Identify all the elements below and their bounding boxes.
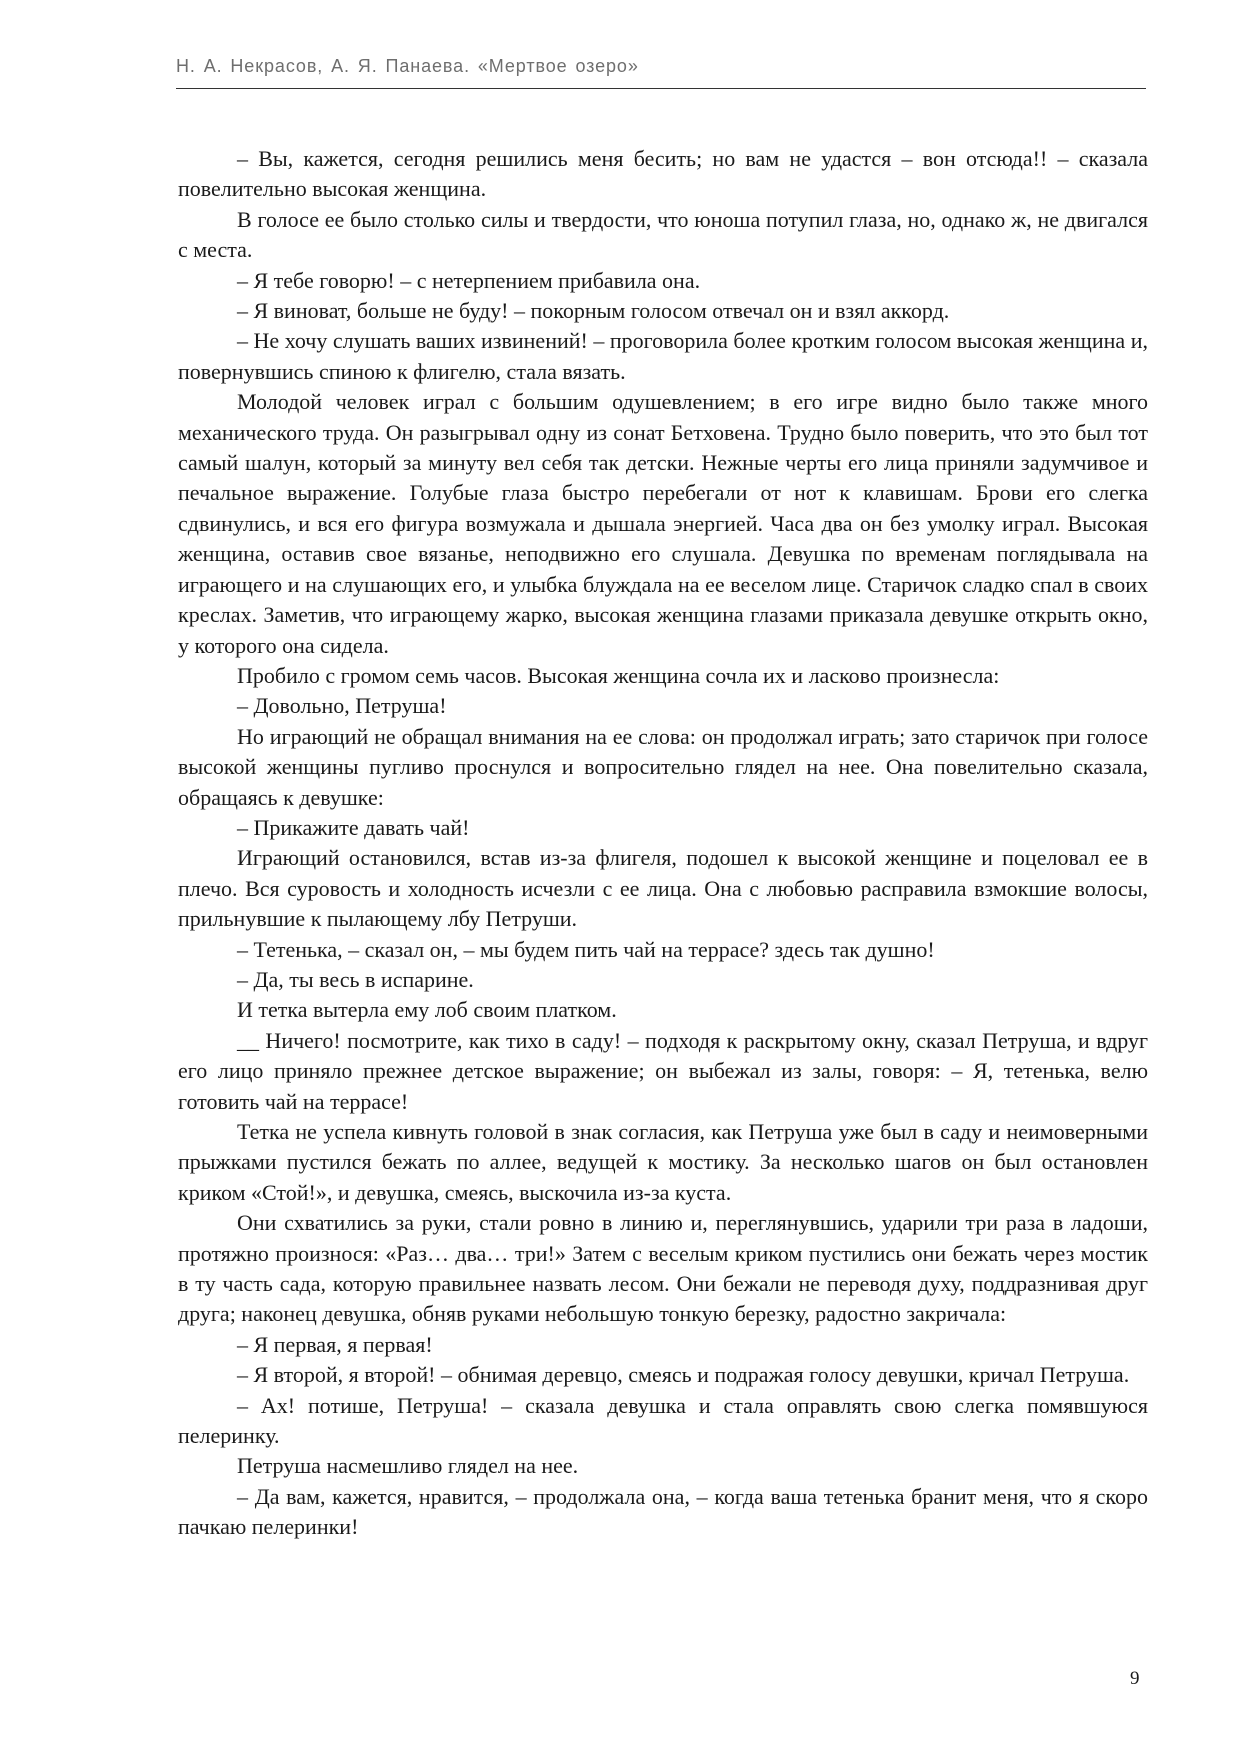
paragraph: – Довольно, Петруша! xyxy=(237,693,447,719)
body-text xyxy=(178,144,1148,1543)
paragraph: – Я первая, я первая! xyxy=(237,1331,433,1357)
paragraph: Играющий остановился, встав из-за флигеля, подошел к высокой женщине и поцеловал ее в плечо. Вся суровость и холодность исчезли с ее лица. Она с любовью расправила взмокшие волосы, прильнувшие к пылающему лбу Петруши. xyxy=(178,845,1148,932)
paragraph: Молодой человек играл с большим одушевлением; в его игре видно было также много механического труда. Он разыгрывал одну из сонат Бетховена. Трудно было поверить, что это был тот самый шалун, который за минуту вел себя так детски. Нежные черты его лица приняли задумчивое и печальное выражение. Голубые глаза быстро перебегали от нот к клавишам. Брови его слегка сдвинулись, и вся его фигура возмужала и дышала энергией. Часа два он без умолку играл. Высокая женщина, оставив свое вязанье, неподвижно его слушала. Девушка по временам поглядывала на играющего и на слушающих его, и улыбка блуждала на ее веселом лице. Старичок сладко спал в своих креслах. Заметив, что играющему жарко, высокая женщина глазами приказала девушке открыть окно, у которого она сидела. xyxy=(178,389,1148,658)
paragraph: – Да вам, кажется, нравится, – продолжала она, – когда ваша тетенька бранит меня, что я скоро пачкаю пелеринки! xyxy=(178,1483,1148,1540)
paragraph: – Не хочу слушать ваших извинений! – проговорила более кротким голосом высокая женщина и, повернувшись спиною к флигелю, стала вязать. xyxy=(178,328,1148,384)
paragraph: – Вы, кажется, сегодня решились меня бесить; но вам не удастся – вон отсюда!! – сказала повелительно высокая женщина. xyxy=(178,146,1148,202)
paragraph: В голосе ее было столько силы и твердости, что юноша потупил глаза, но, однако ж, не двигался с места. xyxy=(178,206,1148,263)
header-divider xyxy=(176,88,1146,89)
paragraph: – Я виноват, больше не буду! – покорным голосом отвечал он и взял аккорд. xyxy=(237,298,950,324)
paragraph: – Тетенька, – сказал он, – мы будем пить чай на террасе? здесь так душно! xyxy=(237,936,935,962)
paragraph: – Да, ты весь в испарине. xyxy=(237,966,474,992)
running-header: Н. А. Некрасов, А. Я. Панаева. «Мертвое озеро» xyxy=(176,56,639,76)
page-number: 9 xyxy=(1130,1668,1140,1689)
paragraph: Тетка не успела кивнуть головой в знак согласия, как Петруша уже был в саду и неимоверными прыжками пустился бежать по аллее, ведущей к мостику. За несколько шагов он был остановлен криком «Стой!», и девушка, смеясь, выскочила из-за куста. xyxy=(178,1119,1148,1205)
paragraph: – Ах! потише, Петруша! – сказала девушка и стала оправлять свою слегка помявшуюся пелеринку. xyxy=(178,1392,1148,1449)
paragraph: И тетка вытерла ему лоб своим платком. xyxy=(237,997,617,1023)
paragraph: – Я тебе говорю! – с нетерпением прибавила она. xyxy=(237,267,701,293)
paragraph: Они схватились за руки, стали ровно в линию и, переглянувшись, ударили три раза в ладоши, протяжно произнося: «Раз… два… три!» Затем с веселым криком пустились они бежать через мостик в ту часть сада, которую правильнее назвать лесом. Они бежали не переводя духу, поддразнивая друг друга; наконец девушка, обняв руками небольшую тонкую березку, радостно закричала: xyxy=(178,1210,1148,1327)
paragraph: – Я второй, я второй! – обнимая деревцо, смеясь и подражая голосу девушки, кричал Петруша. xyxy=(237,1362,1130,1388)
paragraph: Пробило с громом семь часов. Высокая женщина сочла их и ласково произнесла: xyxy=(237,662,1000,688)
paragraph: Но играющий не обращал внимания на ее слова: он продолжал играть; зато старичок при голосе высокой женщины пугливо проснулся и вопросительно глядел на нее. Она повелительно сказала, обращаясь к девушке: xyxy=(178,723,1148,810)
paragraph: – Прикажите давать чай! xyxy=(237,814,470,840)
paragraph: Петруша насмешливо глядел на нее. xyxy=(237,1453,579,1479)
paragraph: __ Ничего! посмотрите, как тихо в саду! – подходя к раскрытому окну, сказал Петруша, и вдруг его лицо приняло прежнее детское выражение; он выбежал из залы, говоря: – Я, тетенька, велю готовить чай на террасе! xyxy=(178,1027,1148,1114)
